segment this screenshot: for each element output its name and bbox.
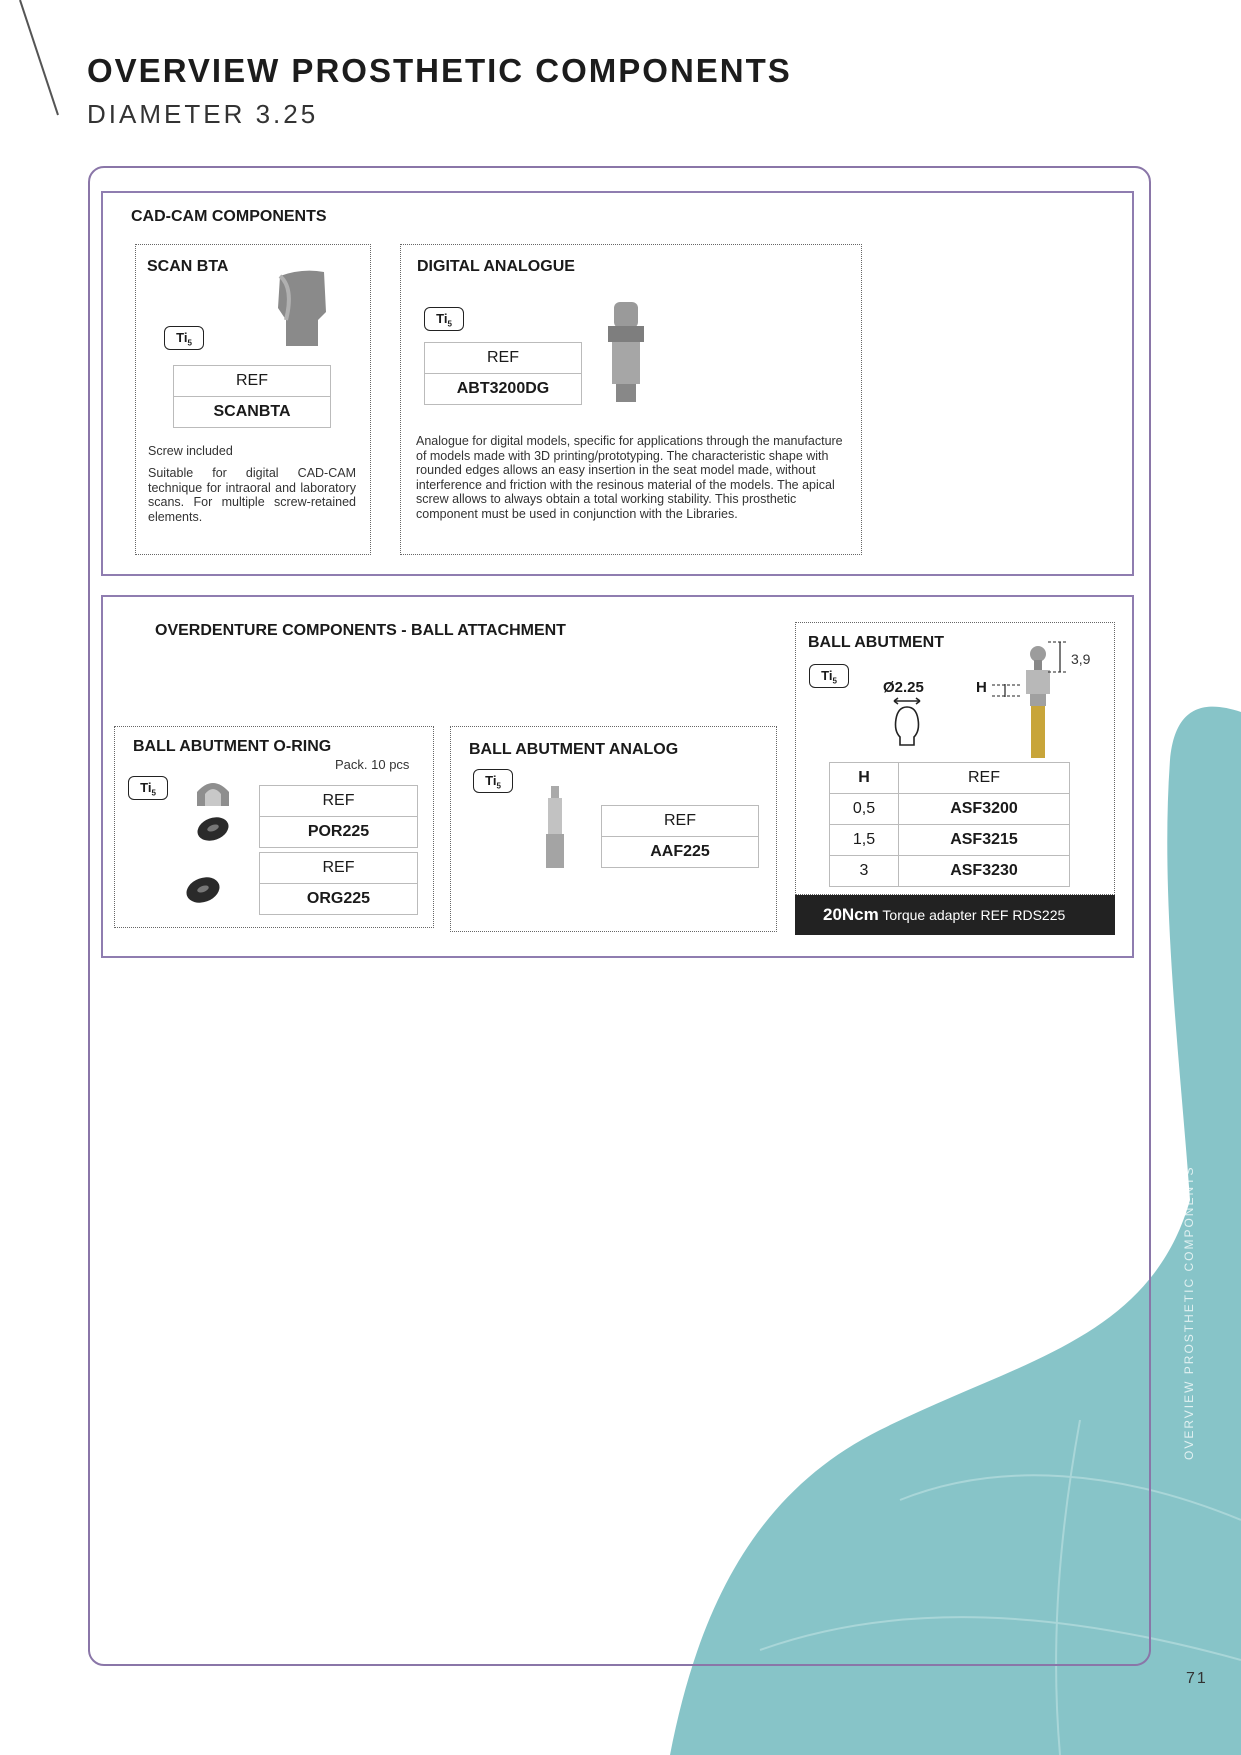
oring-ref-table-2 <box>259 852 418 915</box>
row-ref: ASF3215 <box>899 825 1070 856</box>
titanium-badge: $Ti_5$ <box>809 664 849 688</box>
row-ref: ASF3200 <box>899 794 1070 825</box>
page-number: 71 <box>1186 1670 1208 1687</box>
ref-label: REF <box>260 853 418 884</box>
row-h: 0,5 <box>830 794 899 825</box>
titanium-badge: $Ti_5$ <box>164 326 204 350</box>
ref-label: REF <box>602 806 759 837</box>
height-label: 3,9 <box>1071 651 1091 667</box>
torque-banner <box>795 895 1115 935</box>
analog-title: BALL ABUTMENT ANALOG <box>469 741 679 758</box>
ref-label: REF <box>174 366 331 397</box>
header-h: H <box>830 763 899 794</box>
ball-profile-icon <box>890 697 930 751</box>
page-subtitle: DIAMETER 3.25 <box>87 99 319 129</box>
ref-value: ABT3200DG <box>425 374 582 405</box>
analog-image <box>540 784 570 874</box>
diameter-label: Ø2.25 <box>883 679 924 696</box>
oring-pack: Pack. 10 pcs <box>335 757 410 772</box>
scan-bta-ref-table <box>173 365 331 428</box>
oring-image <box>195 815 231 843</box>
torque-text: Torque adapter REF RDS225 <box>882 907 1066 923</box>
scan-bta-note: Screw included <box>148 444 233 458</box>
ref-value: ORG225 <box>260 884 418 915</box>
ball-abutment-ref-table <box>829 762 1070 887</box>
row-h: 3 <box>830 856 899 887</box>
row-h: 1,5 <box>830 825 899 856</box>
oring-ref-table <box>259 785 418 848</box>
digital-analogue-image <box>604 300 648 406</box>
scan-bta-description: Suitable for digital CAD-CAM technique for intraoral and laboratory scans. For multiple screw-retained elements. <box>148 466 356 524</box>
h-label: H <box>976 679 987 696</box>
page-title: OVERVIEW PROSTHETIC COMPONENTS <box>87 52 792 89</box>
side-section-label: OVERVIEW PROSTHETIC COMPONENTS <box>1182 1165 1196 1460</box>
scan-bta-title: SCAN BTA <box>147 258 229 275</box>
oring-image <box>183 875 223 905</box>
cadcam-heading: CAD-CAM COMPONENTS <box>131 208 327 225</box>
row-ref: ASF3230 <box>899 856 1070 887</box>
digital-analogue-ref-table <box>424 342 582 405</box>
titanium-badge: $Ti_5$ <box>424 307 464 331</box>
titanium-badge: $Ti_5$ <box>128 776 168 800</box>
scan-bta-image <box>274 268 330 350</box>
ref-value: POR225 <box>260 817 418 848</box>
oring-title: BALL ABUTMENT O-RING <box>133 738 332 755</box>
analog-ref-table <box>601 805 759 868</box>
overdenture-heading: OVERDENTURE COMPONENTS - BALL ATTACHMENT <box>155 622 566 639</box>
oring-cap-image <box>193 778 233 808</box>
header-ref: REF <box>899 763 1070 794</box>
digital-analogue-title: DIGITAL ANALOGUE <box>417 258 575 275</box>
titanium-badge: $Ti_5$ <box>473 769 513 793</box>
torque-value: 20Ncm <box>823 905 879 924</box>
ref-label: REF <box>260 786 418 817</box>
ref-value: SCANBTA <box>174 397 331 428</box>
ref-label: REF <box>425 343 582 374</box>
digital-analogue-description: Analogue for digital models, specific for applications through the manufacture of models made with 3D printing/prototyping. The characteristic shape with rounded edges allows an easy insertion in the seat model made, without interference and friction with the resinous material of the models. The apical screw allows to always obtain a total working stability. This prosthetic component must be used in conjunction with the Libraries. <box>416 434 843 521</box>
ref-value: AAF225 <box>602 837 759 868</box>
ball-abutment-title: BALL ABUTMENT <box>808 634 944 651</box>
